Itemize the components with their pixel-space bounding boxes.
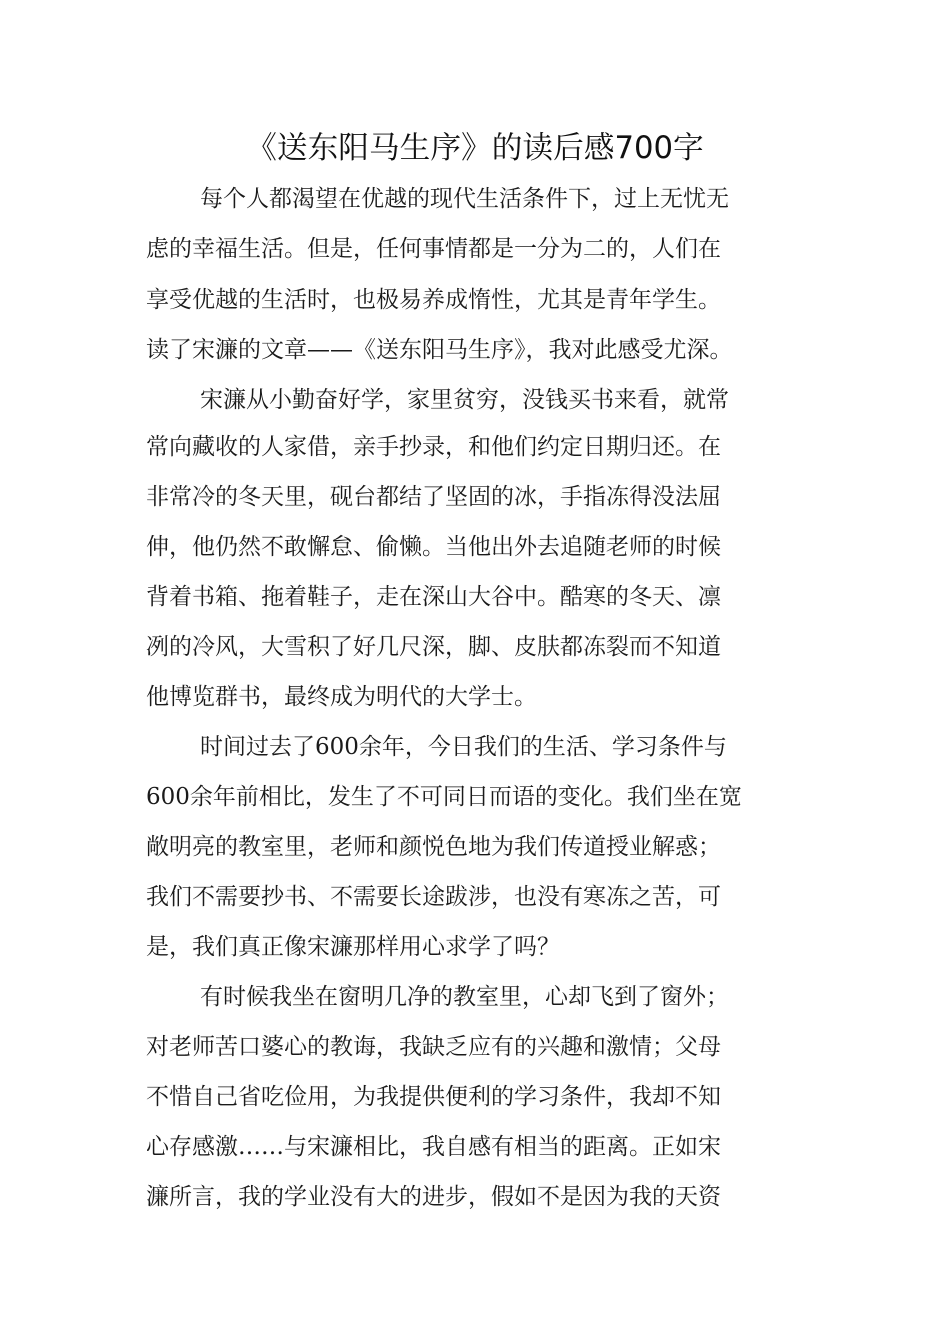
document-title: 《送东阳马生序》的读后感700字 — [246, 131, 704, 166]
text-line: 时间过去了600余年，今日我们的生活、学习条件与 — [200, 734, 727, 760]
text-line: 非常冷的冬天里，砚台都结了坚固的冰，手指冻得没法屈 — [146, 484, 721, 510]
text-line: 冽的冷风，大雪积了好几尺深，脚、皮肤都冻裂而不知道 — [146, 634, 721, 660]
text-line: 心存感激……与宋濂相比，我自感有相当的距离。正如宋 — [146, 1134, 721, 1160]
text-line: 濂所言，我的学业没有大的进步，假如不是因为我的天资 — [146, 1184, 721, 1210]
text-line: 我们不需要抄书、不需要长途跋涉，也没有寒冻之苦，可 — [146, 884, 721, 910]
text-line: 是，我们真正像宋濂那样用心求学了吗？ — [146, 934, 560, 960]
text-line: 虑的幸福生活。但是，任何事情都是一分为二的，人们在 — [146, 236, 721, 262]
text-line: 600余年前相比，发生了不可同日而语的变化。我们坐在宽 — [146, 784, 742, 810]
text-line: 他博览群书，最终成为明代的大学士。 — [146, 684, 537, 710]
text-line: 有时候我坐在窗明几净的教室里，心却飞到了窗外； — [200, 984, 729, 1010]
text-line: 敞明亮的教室里，老师和颜悦色地为我们传道授业解惑； — [146, 834, 721, 860]
text-line: 伸，他仍然不敢懈怠、偷懒。当他出外去追随老师的时候 — [146, 534, 721, 560]
text-line: 每个人都渴望在优越的现代生活条件下，过上无忧无 — [200, 186, 729, 212]
text-line: 常向藏收的人家借，亲手抄录，和他们约定日期归还。在 — [146, 434, 721, 460]
text-line: 读了宋濂的文章——《送东阳马生序》，我对此感受尤深。 — [146, 337, 733, 363]
text-line: 对老师苦口婆心的教诲，我缺乏应有的兴趣和激情；父母 — [146, 1034, 721, 1060]
text-line: 宋濂从小勤奋好学，家里贫穷，没钱买书来看，就常 — [200, 387, 729, 413]
text-line: 享受优越的生活时，也极易养成惰性，尤其是青年学生。 — [146, 287, 721, 313]
text-line: 不惜自己省吃俭用，为我提供便利的学习条件，我却不知 — [146, 1084, 721, 1110]
text-line: 背着书箱、拖着鞋子，走在深山大谷中。酷寒的冬天、凛 — [146, 584, 721, 610]
